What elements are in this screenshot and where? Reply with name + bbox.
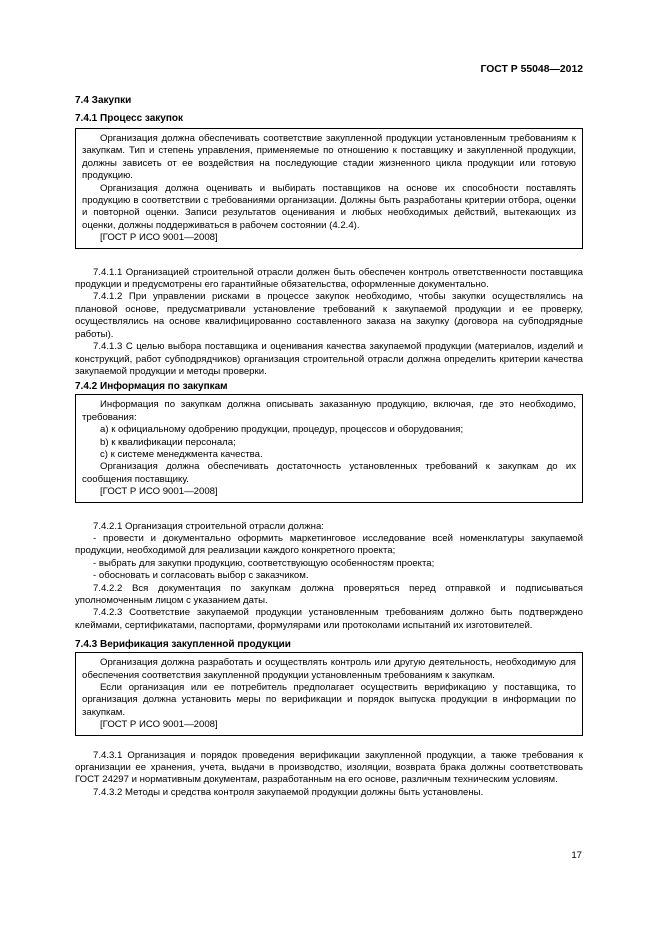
clause-7-4-2-3: 7.4.2.3 Соответствие закупаемой продукции установленным требованиям должно быть подтверждено клеймами, сертификатами, паспортами, формулярами или протоколами испытаний их изготовителей.	[75, 607, 583, 631]
section-heading-7-4-1: 7.4.1 Процесс закупок	[75, 113, 184, 124]
quote-box-7-4-2	[75, 394, 583, 502]
quote-paragraph: Организация должна оценивать и выбирать поставщиков на основе их способности поставлять продукцию в соответствии с требованиями организации. Должны быть разработаны критерии отбора, оценки и повторной оценки. Записи результатов оценивания и любых необходимых действий, вытекающих из оценки, должны поддерживаться в рабочем состоянии (4.2.4).	[82, 182, 576, 231]
quote-paragraph: Если организация или ее потребитель предполагает осуществить верификацию у поставщика, то организация должна установить меры по верификации и порядок выпуска продукции в информации по закупкам.	[82, 682, 576, 718]
page-content	[75, 94, 583, 799]
quote-paragraph: Информация по закупкам должна описывать заказанную продукцию, включая, где это необходимо, требования:	[82, 399, 576, 423]
quote-box-7-4-1	[75, 128, 583, 249]
list-item: c) к системе менеджмента качества.	[100, 448, 263, 460]
quote-reference: [ГОСТ Р ИСО 9001—2008]	[100, 486, 218, 498]
clause-7-4-3-2: 7.4.3.2 Методы и средства контроля закупаемой продукции должны быть установлены.	[93, 786, 484, 798]
quote-paragraph: Организация должна обеспечивать достаточность установленных требований к закупкам до их сообщения поставщику.	[82, 461, 576, 485]
list-item: b) к квалификации персонала;	[100, 436, 236, 448]
clause-7-4-1-2: 7.4.1.2 При управлении рисками в процессе закупок необходимо, чтобы закупки осуществлялись на плановой основе, предусматривали установление требований к закупаемой продукции и ее проверку, осуществлялись на основе квалифицированно составленного заказа на закупку (договора на субподрядные работы).	[75, 291, 583, 340]
clause-7-4-3-1: 7.4.3.1 Организация и порядок проведения верификации закупленной продукции, а также требования к организации ее хранения, учета, выдачи в производство, изоляции, возврата брака должны соответствовать ГОСТ 24297 и нормативным документам, разработанным на его основе, различным техническим условиям.	[75, 749, 583, 786]
document-header: ГОСТ Р 55048—2012	[480, 64, 583, 75]
page-number: 17	[571, 850, 582, 861]
list-item: a) к официальному одобрению продукции, процедур, процессов и оборудования;	[100, 424, 464, 436]
quote-box-7-4-3	[75, 652, 583, 735]
clause-7-4-1-1: 7.4.1.1 Организацией строительной отрасли должен быть обеспечен контроль ответственности поставщика продукции и предусмотрены его гарантийные обязательства, оформленные документально.	[75, 266, 583, 291]
quote-paragraph: Организация должна разработать и осуществлять контроль или другую деятельность, необходимую для обеспечения соответствия закупленной продукции установленным требованиям к закупкам.	[82, 657, 576, 681]
dash-item: - обосновать и согласовать выбор с заказчиком.	[93, 570, 309, 582]
clause-7-4-2-1: 7.4.2.1 Организация строительной отрасли должна:	[93, 520, 324, 532]
section-heading-7-4: 7.4 Закупки	[75, 95, 132, 106]
quote-reference: [ГОСТ Р ИСО 9001—2008]	[100, 232, 218, 244]
section-heading-7-4-2: 7.4.2 Информация по закупкам	[75, 381, 228, 393]
clause-7-4-2-2: 7.4.2.2 Вся документация по закупкам должна проверяться перед отправкой и подписываться уполномоченным лицом с указанием даты.	[75, 582, 583, 606]
dash-item: - провести и документально оформить маркетинговое исследование всей номенклатуры закупаемой продукции, необходимой для реализации каждого конкретного проекта;	[75, 532, 583, 557]
quote-paragraph: Организация должна обеспечивать соответствие закупленной продукции установленным требованиям к закупкам. Тип и степень управления, применяемые по отношению к поставщику и закупленной продукции, должны зависеть от ее воздействия на последующие стадии жизненного цикла продукции или готовую продукцию.	[82, 133, 576, 182]
section-heading-7-4-3: 7.4.3 Верификация закупленной продукции	[75, 639, 291, 651]
dash-item: - выбрать для закупки продукцию, соответствующую особенностям проекта;	[93, 557, 435, 569]
quote-reference: [ГОСТ Р ИСО 9001—2008]	[100, 719, 218, 731]
clause-7-4-1-3: 7.4.1.3 С целью выбора поставщика и оценивания качества закупаемой продукции (материалов, изделий и конструкций, работ субподрядчиков) организация строительной отрасли должна определить критерии качества закупаемой продукции и методы проверки.	[75, 341, 583, 377]
